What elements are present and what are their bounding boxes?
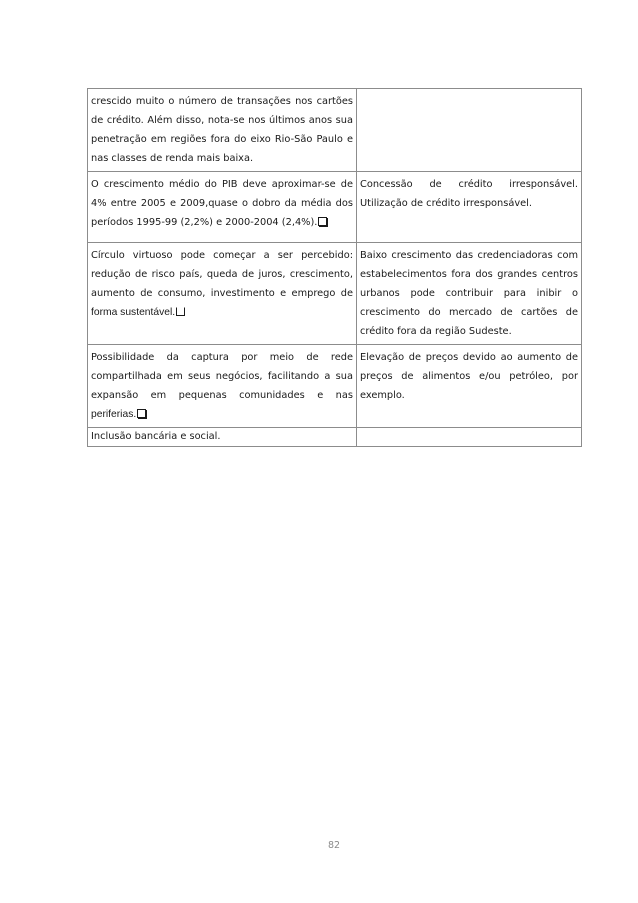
cell-text-tail: periferias.: [91, 409, 137, 420]
checkbox-glyph-icon: [176, 307, 185, 316]
checkbox-glyph-icon: [318, 217, 327, 226]
table-cell-right: [357, 428, 582, 447]
page-number: 82: [327, 840, 341, 851]
table-row: [88, 89, 582, 172]
cell-text-tail: forma sustentável.: [91, 307, 176, 318]
table-cell-right: [357, 89, 582, 172]
cell-text: Círculo virtuoso pode começar a ser percebido: redução de risco país, queda de juros, crescimento, aumento de consumo, investimento e emprego de: [91, 250, 353, 299]
table-cell-left: [88, 243, 357, 345]
table-row: [88, 428, 582, 447]
cell-text: O crescimento médio do PIB deve aproximar-se de 4% entre 2005 e 2009,quase o dobro da média dos períodos 1995-99 (2,2%) e 2000-2004 (2,4%).: [91, 179, 353, 228]
cell-text: Possibilidade da captura por meio de rede compartilhada em seus negócios, facilitando a sua expansão em pequenas comunidades e nas: [91, 352, 353, 401]
table-row: [88, 172, 582, 243]
cell-text: Inclusão bancária e social.: [91, 431, 221, 442]
table-cell-right: [357, 172, 582, 243]
table-cell-left: [88, 89, 357, 172]
table-cell-right: [357, 243, 582, 345]
cell-text: Elevação de preços devido ao aumento de preços de alimentos e/ou petróleo, por exemplo.: [360, 352, 578, 401]
analysis-table: [87, 88, 582, 447]
table-row: [88, 243, 582, 345]
table-cell-left: [88, 345, 357, 428]
table-cell-left: [88, 172, 357, 243]
checkbox-glyph-icon: [137, 409, 146, 418]
table-cell-left: [88, 428, 357, 447]
table-row: [88, 345, 582, 428]
cell-text: Concessão de crédito irresponsável. Utilização de crédito irresponsável.: [360, 179, 578, 209]
table-cell-right: [357, 345, 582, 428]
cell-text: Baixo crescimento das credenciadoras com estabelecimentos fora dos grandes centros urbanos pode contribuir para inibir o crescimento do mercado de cartões de crédito fora da região Sudeste.: [360, 250, 578, 337]
cell-text: crescido muito o número de transações nos cartões de crédito. Além disso, nota-se nos últimos anos sua penetração em regiões fora do eixo Rio-São Paulo e nas classes de renda mais baixa.: [91, 96, 353, 164]
